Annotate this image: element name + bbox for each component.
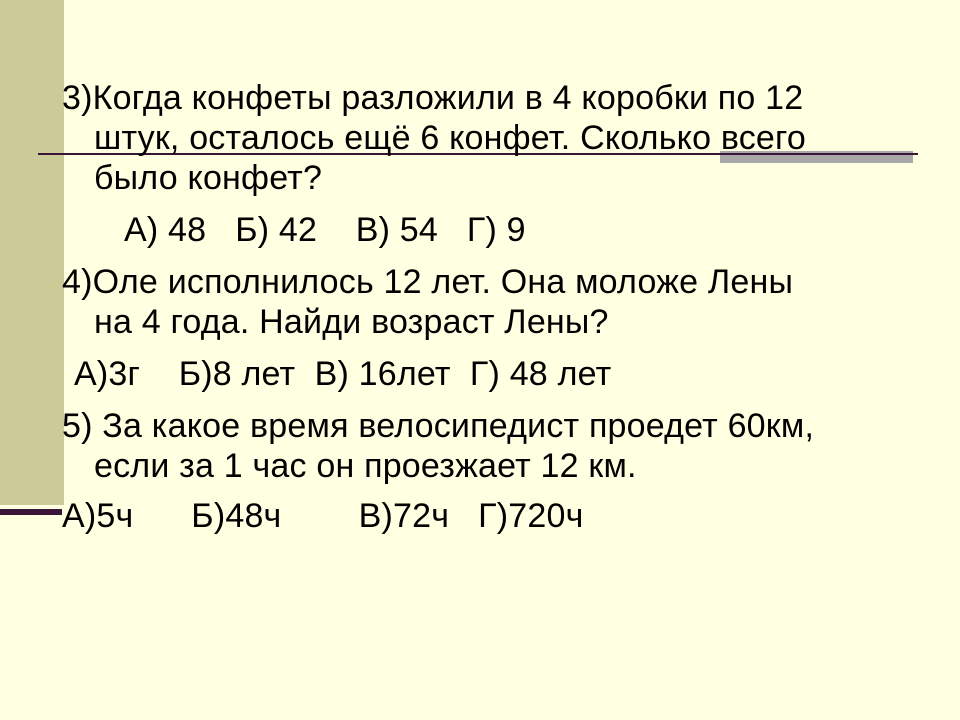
left-accent-line [0,509,62,515]
question-4-line-1: 4)Оле исполнилось 12 лет. Она моложе Лены [62,263,794,301]
left-stripe [0,0,64,505]
question-4-line-2: на 4 года. Найди возраст Лены? [94,303,609,341]
question-3-line-3: было конфет? [94,159,323,197]
question-5-block [62,406,950,536]
question-3-block [62,78,950,250]
question-5-answers: А)5ч Б)48ч В)72ч Г)720ч [62,497,584,535]
question-3-line-1: 3)Когда конфеты разложили в 4 коробки по 12 [62,79,804,117]
question-4-block [62,262,950,394]
question-5-line-1: 5) За какое время велосипедист проедет 60км, [62,407,815,445]
question-4-answers: А)3г Б)8 лет В) 16лет Г) 48 лет [74,355,612,393]
question-5-line-2: если за 1 час он проезжает 12 км. [94,447,637,485]
question-3-answers: А) 48 Б) 42 В) 54 Г) 9 [124,211,526,249]
slide-content [62,0,950,548]
question-3-line-2: штук, осталось ещё 6 конфет. Сколько всего [94,119,806,157]
